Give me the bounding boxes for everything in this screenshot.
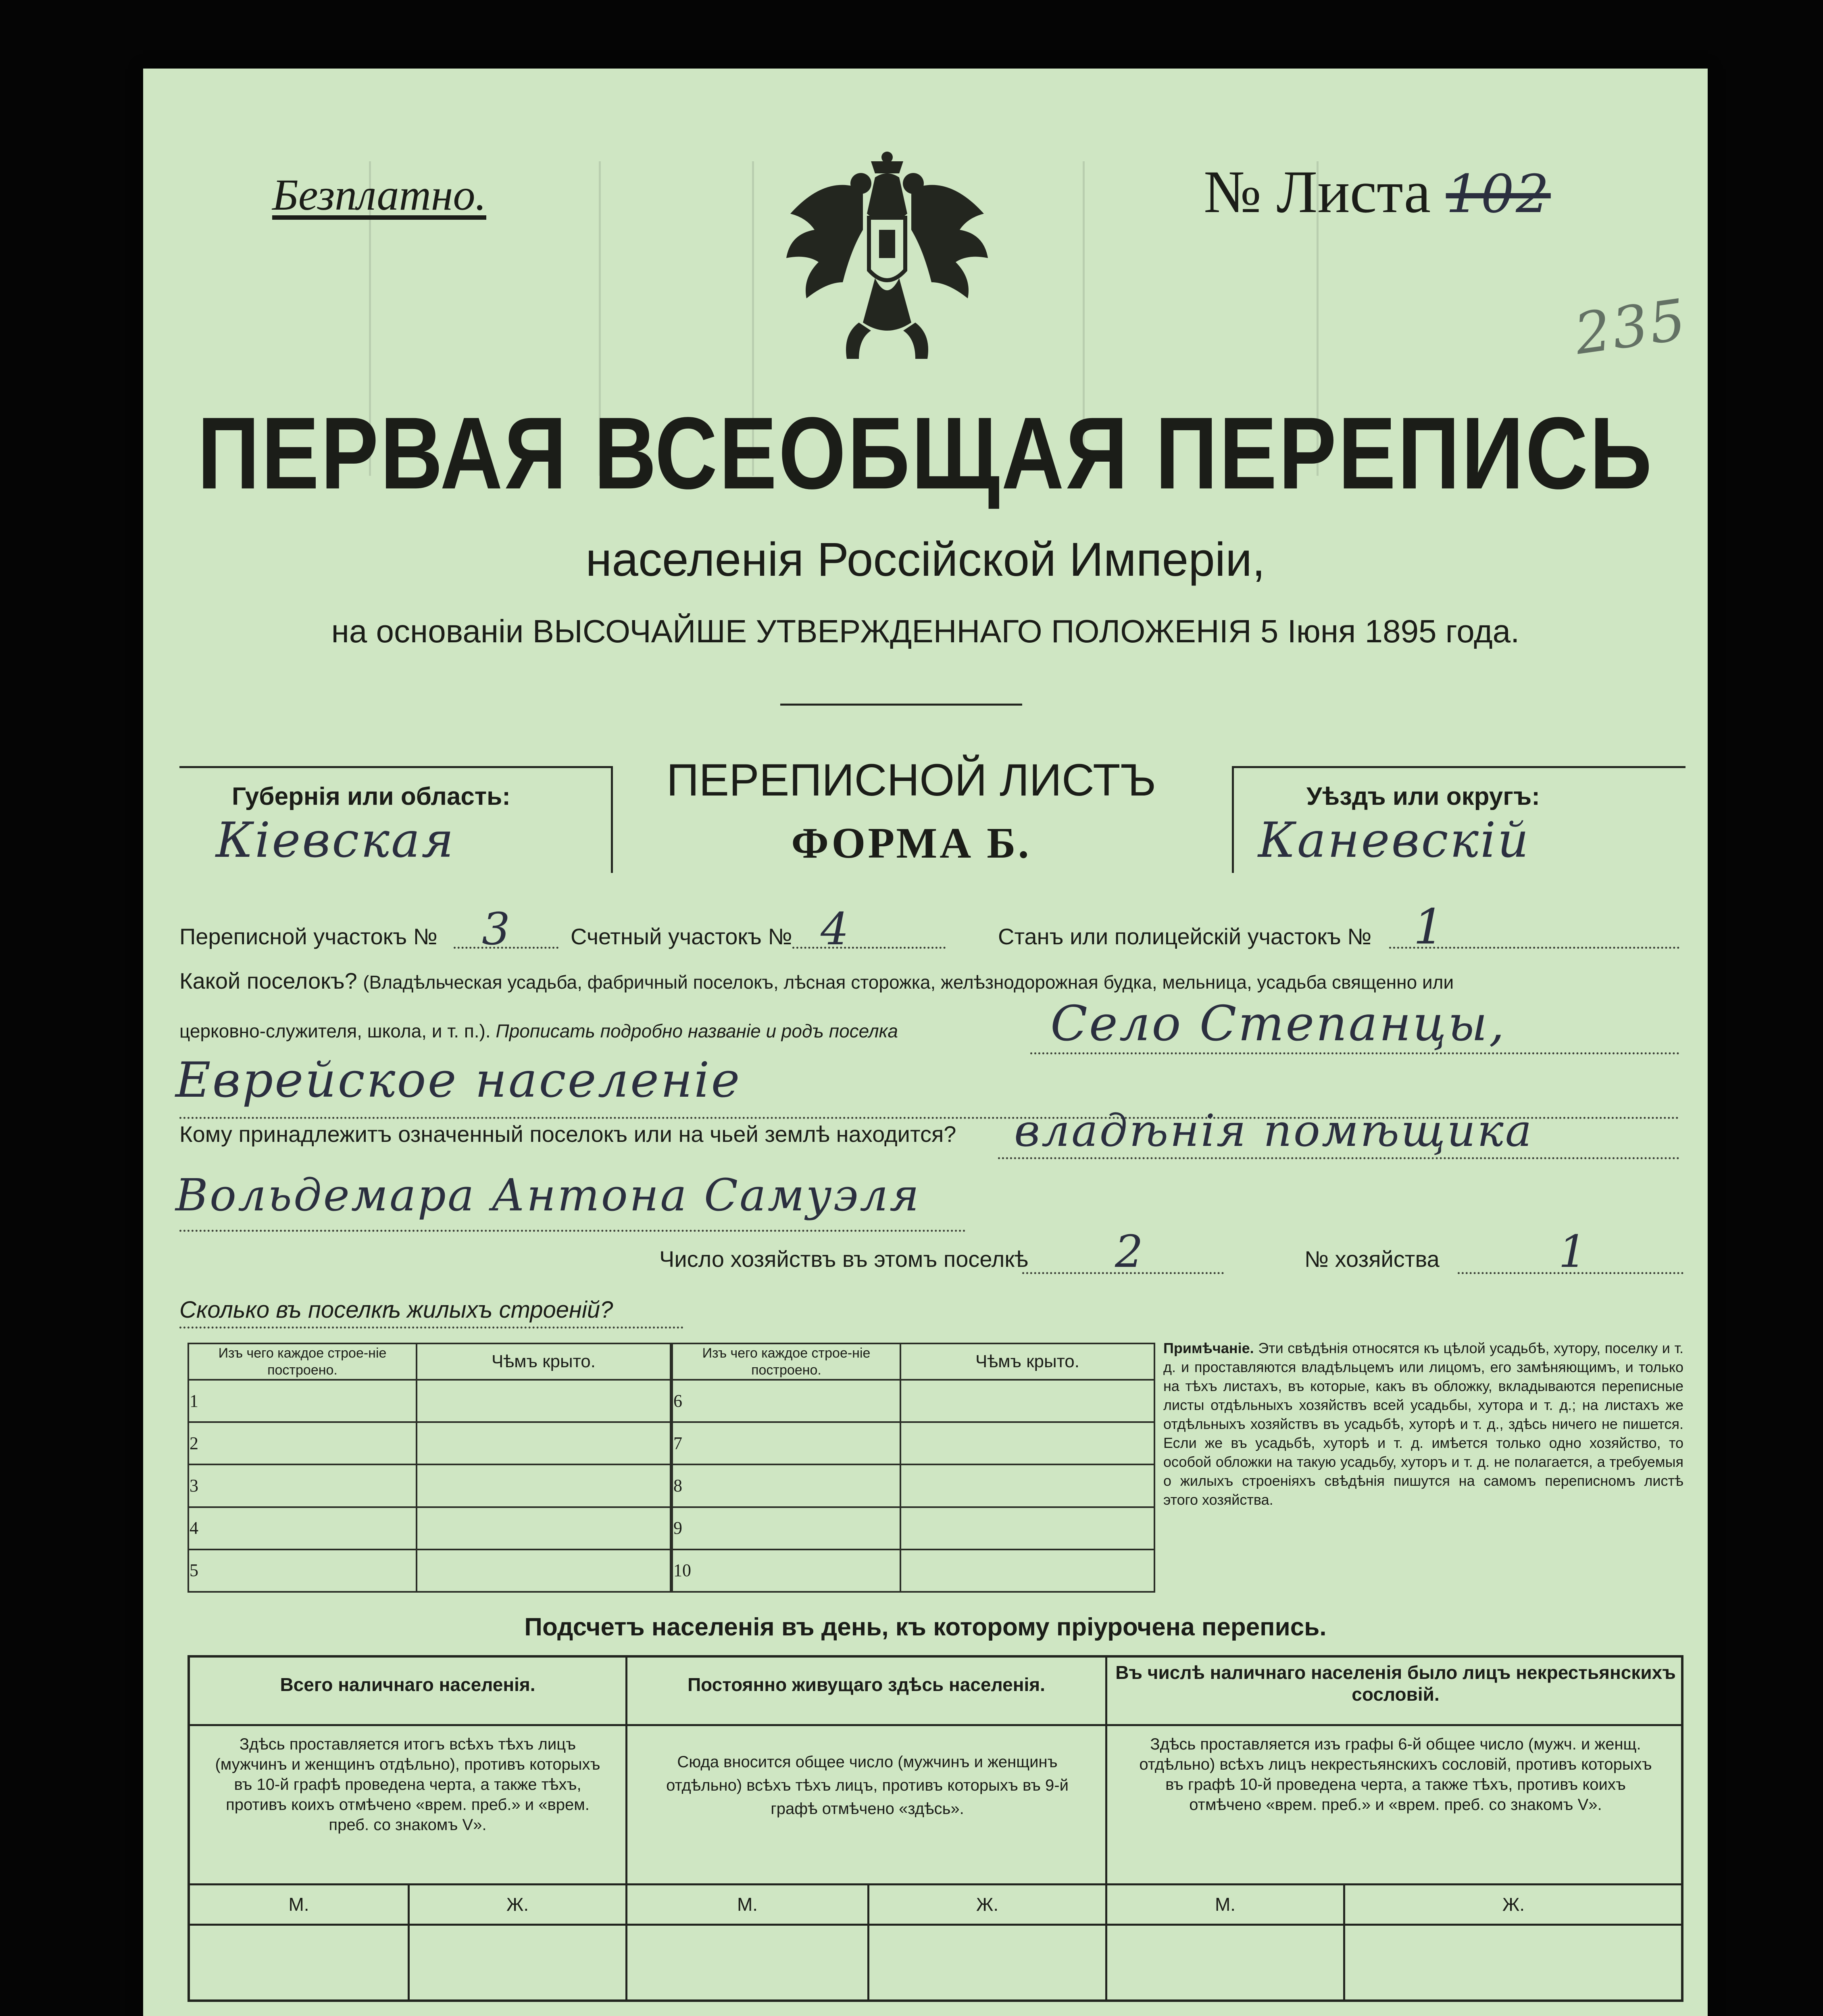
count-zh-label: Ж. [1502,1894,1525,1915]
count-m-label: М. [288,1894,309,1915]
count-col1-head: Всего наличнаго населенія. [280,1674,535,1695]
buildings-row-number: 6 [672,1380,900,1422]
buildings-col-roof: Чѣмъ крыто. [900,1343,1154,1380]
schet-value: 4 [821,903,850,955]
buildings-table-right [671,1343,1155,1593]
buildings-col-roof: Чѣмъ крыто. [417,1343,671,1380]
poselok-hint: (Владѣльческая усадьба, фабричный поселокъ, лѣсная сторожка, желѣзнодорожная будка, мельница, усадьба священно или [363,972,1454,993]
count-col2-head: Постоянно живущаго здѣсь населенія. [688,1674,1045,1695]
households-label: Число хозяйствъ въ этомъ поселкѣ [659,1246,1029,1272]
buildings-row-number: 4 [188,1507,417,1549]
title-rule [780,704,1022,706]
buildings-label: Сколько въ поселкѣ жилыхъ строеній? [179,1297,613,1323]
buildings-row-number: 5 [188,1549,417,1592]
buildings-row-number: 7 [672,1422,900,1464]
sheet-number-label: № Листа [1204,158,1431,225]
free-label: Безплатно. [272,170,486,219]
note-label: Примѣчаніе. [1163,1340,1254,1356]
gubernia-box [179,766,613,873]
form-title: ПЕРЕПИСНОЙ ЛИСТЪ [666,755,1156,805]
count-col3-head: Въ числѣ наличнаго населенія было лицъ некрестьянскихъ сословій. [1115,1662,1676,1705]
poselok-row [179,968,1679,994]
buildings-row-number: 9 [672,1507,900,1549]
count-col3-text: Здѣсь проставляется изъ графы 6-й общее число (мужч. и женщ. отдѣльно) всѣхъ лицъ некрестьянскихъ сословій, противъ которыхъ въ графѣ 10-й проведена черта, а также тѣхъ, противъ коихъ отмѣчено «врем. преб.» и «врем. преб. со знакомъ V». [1139,1735,1652,1814]
schet-label: Счетный участокъ № [571,924,792,949]
buildings-col-material: Изъ чего каждое строе-ніе построено. [672,1343,900,1380]
poselok-value-2: Еврейское населеніе [175,1052,742,1108]
poselok-value: Село Степанцы, [1050,996,1506,1052]
note-text: Эти свѣдѣнія относятся къ цѣлой усадьбѣ, хутору, поселку и т. д. и проставляются владѣльцемъ или лицомъ, его замѣняющимъ, и только на тѣхъ листахъ, въ которые, какъ въ обложку, вкладываются переписные листы отдѣльныхъ хозяйствъ всей усадьбы, хутора и т. д.; на листахъ же отдѣльныхъ хозяйствъ въ усадьбѣ, хуторѣ и т. д., здѣсь ничего не пишется. Если же въ усадьбѣ, хуторѣ и т. д. имѣется только одно хозяйство, то особой обложки на такую усадьбу, хуторъ и т. д. не полагается, а требуемыя о жилыхъ строеніяхъ свѣдѣнія пишутся на самомъ переписномъ листѣ этого хозяйства. [1163,1340,1683,1508]
census-sheet [143,69,1708,2016]
main-title: ПЕРВАЯ ВСЕОБЩАЯ ПЕРЕПИСЬ [197,396,1654,510]
count-col2-text: Сюда вносится общее число (мужчинъ и женщинъ отдѣльно) всѣхъ тѣхъ лицъ, противъ которыхъ въ 9-й графѣ отмѣчено «здѣсь». [666,1753,1069,1818]
basis-line: на основаніи ВЫСОЧАЙШЕ УТВЕРЖДЕННАГО ПОЛОЖЕНІЯ 5 Іюня 1895 года. [331,613,1520,649]
count-title: Подсчетъ населенія въ день, къ которому пріурочена перепись. [524,1613,1327,1641]
sheet-number [1204,157,1551,227]
count-zh-label: Ж. [976,1894,999,1915]
corner-pencil-mark: 235 [1571,287,1692,368]
household-number-label: № хозяйства [1304,1246,1440,1272]
note [1163,1339,1683,1509]
poselok-instruction: Прописать подробно названіе и родъ поселка [496,1020,898,1041]
count-zh-label: Ж. [506,1894,529,1915]
poselok-label: Какой поселокъ? [179,968,357,993]
count-m-label: М. [737,1894,758,1915]
buildings-row-number: 8 [672,1464,900,1507]
uchastok-row [179,899,1679,955]
stan-label: Станъ или полицейскій участокъ № [998,924,1372,949]
households-value: 2 [1115,1226,1145,1277]
sheet-number-value: 102 [1446,163,1551,225]
gubernia-value: Кіевская [216,812,455,868]
subtitle: населенія Россійской Имперіи, [585,533,1265,586]
buildings-row-number: 2 [188,1422,417,1464]
uezd-label: Уѣздъ или округъ: [1306,783,1540,810]
buildings-row-number: 3 [188,1464,417,1507]
uezd-value: Каневскій [1258,812,1530,868]
buildings-row-number: 1 [188,1380,417,1422]
owner-value: владѣнія помѣщика [1014,1105,1533,1156]
stan-value: 1 [1413,899,1446,955]
count-col1-text: Здѣсь проставляется итогъ всѣхъ тѣхъ лицъ (мужчинъ и женщинъ отдѣльно), противъ которыхъ въ 10-й графѣ проведена черта, а также тѣхъ, противъ коихъ отмѣчено «врем. преб.» и «врем. преб. со знакомъ V». [215,1735,600,1834]
buildings-table-left [188,1343,671,1593]
uezd-box [1232,766,1685,873]
form-subtitle: ФОРМА Б. [791,819,1031,867]
uchastok-value: 3 [482,903,512,955]
count-table [188,1655,1683,2002]
poselok-hint-2: церковно-служителя, школа, и т. п.). [179,1020,491,1041]
owner-label: Кому принадлежитъ означенный поселокъ или на чьей землѣ находится? [179,1121,956,1147]
buildings-row-number: 10 [672,1549,900,1592]
owner-value-2: Вольдемара Антона Самуэля [175,1169,921,1221]
uchastok-label: Переписной участокъ № [179,924,438,949]
household-number-value: 1 [1558,1226,1588,1277]
count-m-label: М. [1215,1894,1236,1915]
buildings-col-material: Изъ чего каждое строе-ніе построено. [188,1343,417,1380]
gubernia-label: Губернія или область: [232,783,510,810]
double-headed-eagle-icon [782,145,992,371]
